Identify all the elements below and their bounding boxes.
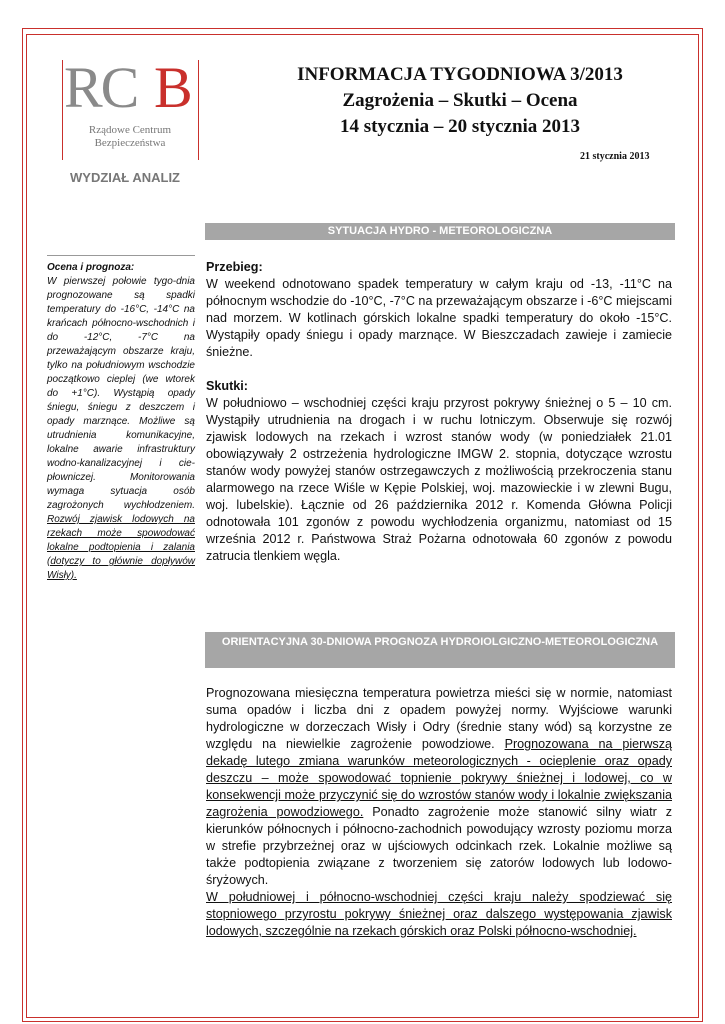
title-line2: Zagrożenia – Skutki – Ocena bbox=[342, 90, 578, 111]
title-line3: 14 stycznia – 20 stycznia 2013 bbox=[339, 116, 581, 137]
logo-subtitle-line2: Bezpieczeństwa bbox=[94, 137, 166, 149]
logo-left-rule bbox=[62, 60, 63, 160]
spacer bbox=[206, 361, 672, 378]
rcb-logo bbox=[62, 56, 212, 156]
logo-subtitle bbox=[70, 124, 190, 150]
forecast-underlined-text: Rozwój zjawisk lodowych na rzekach może spowodować lokalne podtopienia i zalania (dotyczy to głównie dopływów Wisły). bbox=[47, 514, 195, 581]
section2-body bbox=[206, 685, 672, 940]
forecast-underlined-1: Prognozowana na pierwszą dekadę lutego zmiana warunków meteorologicznych - ocieplenie oraz opady deszczu – może spowodować topnienie pokrywy śnieżnej i lodowej, co w konsekwencji może przyczynić się do wzrostów stanów wody i lokalnie zwiększania zagrożenia powodziowego. bbox=[206, 737, 673, 819]
forecast-sidebar bbox=[47, 261, 195, 583]
forecast-plain-1: Prognozowana miesięczna temperatura powietrza mieści się w normie, natomiast suma opadów i liczba dni z opadem powyżej normy. Wyjściowe warunki hydrologiczne w dorzeczach Wisły i Odry (średnie stany wód) są korzystne ze względu na niewielkie zagrożenie powodziowe. bbox=[206, 686, 672, 751]
department-label: WYDZIAŁ ANALIZ bbox=[70, 170, 180, 185]
left-column-separator bbox=[47, 255, 195, 256]
forecast-plain-2: Ponadto zagrożenie może stanowić silny wiatr z kierunków północnych i północno-zachodnich powodujący wzrosty poziomu morza w strefie przybrzeżnej oraz w ujściowych odcinkach rzek. Lokalnie możliwe są także podtopienia związane z tworzeniem się zatorów lodowych lub lodowo-śryżowych. bbox=[206, 805, 672, 887]
logo-letters-rc: RC bbox=[64, 55, 138, 120]
przebieg-text: W weekend odnotowano spadek temperatury w całym kraju od -13, -11°C na północnym wschodzie do -10°C, -7°C na przeważającym obszarze i -6°C miejscami nad morzem. W kotlinach górskich lokalne spadki temperatury do około -15°C. Wystąpiły opady śniegu i opady marznące. W Bieszczadach zawieje i zamiecie śnieżne. bbox=[206, 277, 672, 359]
skutki-text: W południowo – wschodniej części kraju przyrost pokrywy śnieżnej o 5 – 10 cm. Wystąpiły utrudnienia na drogach i w ruchu lotniczym. Obserwuje się rozwój zjawisk lodowych na rzekach i wzrost stanów wody (w poniedziałek 21.01 obowiązywały 2 ostrzeżenia hydrologiczne IMGW 2. stopnia, dotyczące wzrostu stanów wody powyżej stanów ostrzegawczych z możliwością przekroczenia stanu alarmowego na rzece Wiśle w Kępie Polskiej, woj. mazowieckie i w zlewni Bugu, woj. lubelskie). Łącznie od 26 października 2012 r. Komenda Główna Policji odnotowała 101 zgonów z powodu wychłodzenia organizmu, natomiast od 15 września 2012 r. Państwowa Straż Pożarna odnotowała 60 zgonów z powodu zatrucia tlenkiem węgla. bbox=[206, 396, 672, 563]
section-bar-hydro: SYTUACJA HYDRO - METEOROLOGICZNA bbox=[205, 223, 675, 240]
przebieg-heading: Przebieg: bbox=[206, 260, 263, 274]
section-bar-30day-forecast: ORIENTACYJNA 30-DNIOWA PROGNOZA HYDROIOLGICZNO-METEOROLOGICZNA bbox=[205, 632, 675, 668]
forecast-underlined-final: W południowej i północno-wschodniej części kraju należy spodziewać się stopniowego przyrostu pokrywy śnieżnej oraz dalszego występowania zjawisk lodowych, szczególnie na rzekach górskich oraz Polski północno-wschodniej. bbox=[206, 890, 672, 938]
logo-subtitle-line1: Rządowe Centrum bbox=[88, 124, 172, 136]
skutki-heading: Skutki: bbox=[206, 379, 248, 393]
logo-letter-b: B bbox=[154, 55, 193, 120]
title-line1: INFORMACJA TYGODNIOWA 3/2013 bbox=[297, 64, 623, 85]
forecast-paragraph bbox=[206, 685, 672, 889]
document-title bbox=[225, 62, 695, 140]
document-date: 21 stycznia 2013 bbox=[580, 151, 650, 162]
forecast-heading: Ocena i prognoza: bbox=[47, 262, 135, 273]
section1-body bbox=[206, 259, 672, 565]
forecast-text: W pierwszej połowie tygo-dnia prognozowane są spadki temperatury do -16°C, -14°C na krańcach północno-wschodnich i do -12°C, -7°C na przeważającym obszarze kraju, tylko na południowym wschodzie początkowo cieplej (we wtorek do +1°C). Wystąpią opady śniegu, śniegu z deszczem i opady marznące. Możliwe są utrudnienia komunikacyjne, lokalne awarie infrastruktury wodno-kanalizacyjnej i cie-płowniczej. Monitorowania wymaga sytuacja osób zagrożonych wychłodzeniem. bbox=[47, 276, 195, 511]
logo-right-rule bbox=[198, 60, 199, 160]
